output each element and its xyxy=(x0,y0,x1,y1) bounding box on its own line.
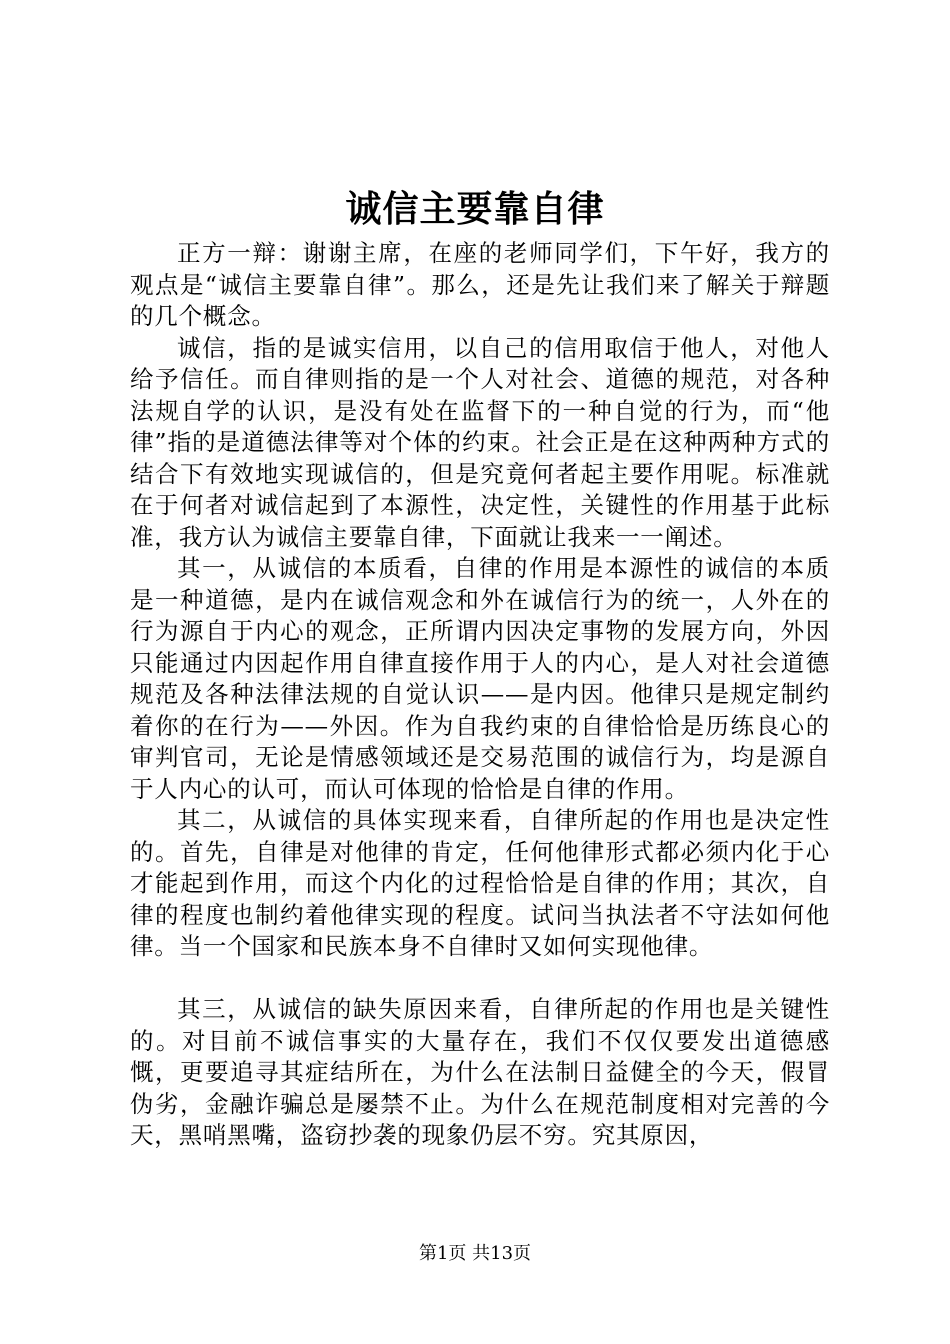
paragraph-3: 其一，从诚信的本质看，自律的作用是本源性的诚信的本质是一种道德，是内在诚信观念和外在诚信行为的统一，人外在的行为源自于内心的观念，正所谓内因决定事物的发展方向，外因只能通过内因起作用自律直接作用于人的内心，是人对社会道德规范及各种法律法规的自觉认识——是内因。他律只是规定制约着你的在行为——外因。作为自我约束的自律恰恰是历练良心的审判官司，无论是情感领域还是交易范围的诚信行为，均是源自于人内心的认可，而认可体现的恰恰是自律的作用。 xyxy=(130,554,830,803)
document-title: 诚信主要靠自律 xyxy=(345,188,605,230)
paragraph-spacer xyxy=(130,963,830,995)
paragraph-1: 正方一辩：谢谢主席，在座的老师同学们，下午好，我方的观点是“诚信主要靠自律”。那么，还是先让我们来了解关于辩题的几个概念。 xyxy=(130,239,830,330)
page-footer: 第1页 共13页 xyxy=(418,1243,532,1264)
paragraph-5: 其三，从诚信的缺失原因来看，自律所起的作用也是关键性的。对目前不诚信事实的大量存在，我们不仅仅要发出道德感慨，更要追寻其症结所在，为什么在法制日益健全的今天，假冒伪劣，金融诈骗总是屡禁不止。为什么在规范制度相对完善的今天，黑哨黑嘴，盗窃抄袭的现象仍层不穷。究其原因， xyxy=(130,995,830,1149)
document-body xyxy=(130,238,830,1152)
paragraph-4: 其二，从诚信的具体实现来看，自律所起的作用也是决定性的。首先，自律是对他律的肯定，任何他律形式都必须内化于心才能起到作用，而这个内化的过程恰恰是自律的作用；其次，自律的程度也制约着他律实现的程度。试问当执法者不守法如何他律。当一个国家和民族本身不自律时又如何实现他律。 xyxy=(130,806,830,960)
paragraph-2: 诚信，指的是诚实信用，以自己的信用取信于他人，对他人给予信任。而自律则指的是一个人对社会、道德的规范，对各种法规自学的认识，是没有处在监督下的一种自觉的行为，而“他律”指的是道德法律等对个体的约束。社会正是在这种两种方式的结合下有效地实现诚信的，但是究竟何者起主要作用呢。标准就在于何者对诚信起到了本源性，决定性，关键性的作用基于此标准，我方认为诚信主要靠自律，下面就让我来一一阐述。 xyxy=(130,333,830,551)
